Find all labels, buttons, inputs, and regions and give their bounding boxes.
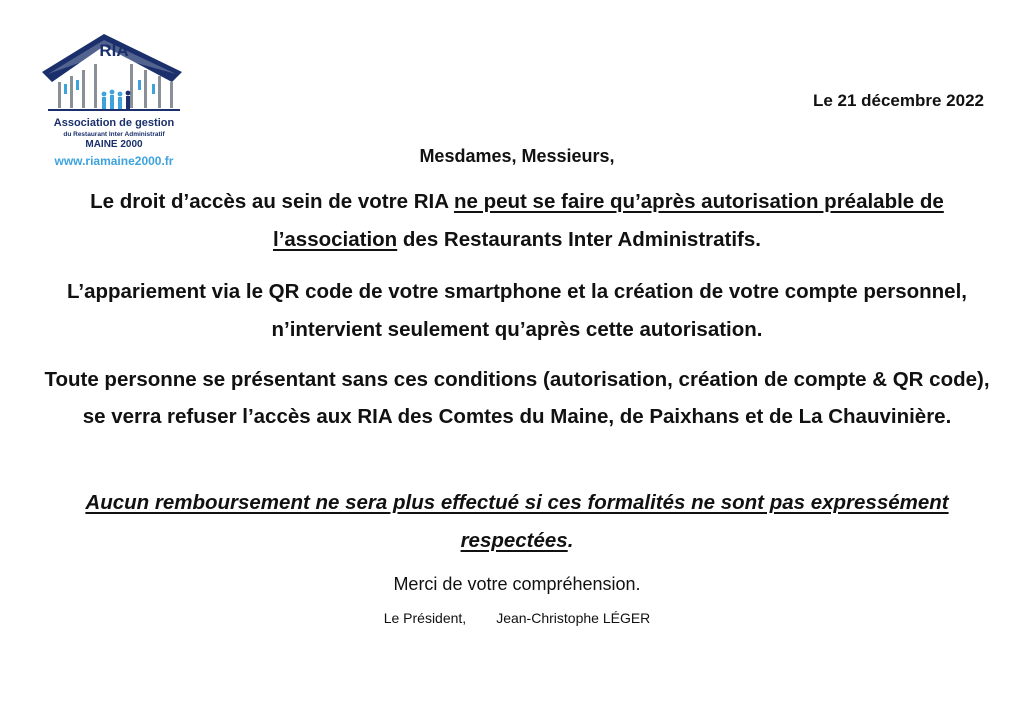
paragraph-conditions: Toute personne se présentant sans ces conditions (autorisation, création de compte & QR code), se verra refuser l’accès aux RIA des Comtes du Maine, de Paixhans et de La Chauvinière. (44, 368, 990, 428)
paragraph-access-right (40, 183, 994, 259)
logo-line-association: Association de gestion (53, 117, 175, 129)
signature (0, 610, 1024, 626)
paragraph-no-refund (40, 484, 994, 560)
p1-text-start: Le droit d’accès au sein de votre RIA (90, 190, 454, 213)
paragraph-qr-pairing: L’appariement via le QR code de votre smartphone et la création de votre compte personnel, n’intervient seulement qu’après cette autorisation. (67, 280, 967, 341)
letter-date: Le 21 décembre 2022 (812, 91, 984, 110)
p4-period: . (567, 529, 574, 552)
logo-line-restaurant: du Restaurant Inter Administratif (63, 131, 165, 138)
building-logo-icon (34, 24, 194, 119)
greeting: Mesdames, Messieurs, (419, 146, 615, 166)
logo-line-maine: MAINE 2000 (85, 139, 143, 150)
signature-name: Jean-Christophe LÉGER (496, 610, 651, 626)
signature-title: Le Président, (383, 610, 467, 626)
logo-url: www.riamaine2000.fr (54, 154, 174, 168)
p1-text-end: des Restaurants Inter Administratifs. (397, 228, 761, 251)
thanks-line: Merci de votre compréhension. (393, 574, 641, 594)
p4-underlined: Aucun remboursement ne sera plus effectué si ces formalités ne sont pas expressément respectées (85, 491, 949, 552)
logo-acronym: RIA (99, 41, 129, 60)
p1-underlined: ne peut se faire qu’après autorisation préalable de l’association (273, 190, 944, 251)
